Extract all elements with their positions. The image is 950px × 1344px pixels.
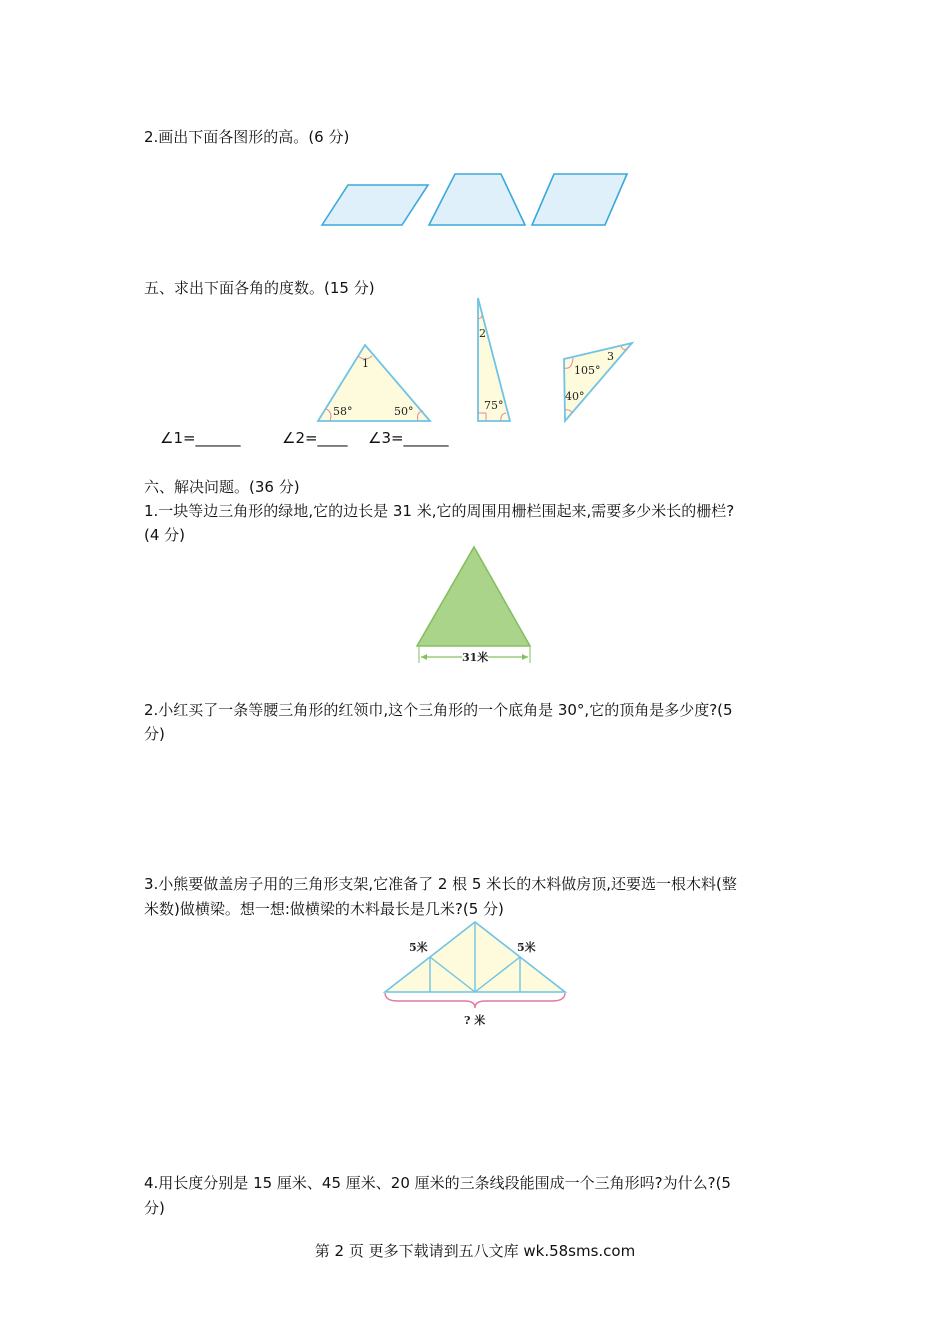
angle-40-label: 40° (565, 390, 585, 403)
angle-label-2: 2 (479, 327, 486, 340)
problem-2-line-2: 分) (144, 725, 165, 743)
angle-75-label: 75° (484, 399, 504, 412)
roof-truss-figure (380, 917, 570, 1033)
side-length-label: 31米 (462, 651, 489, 664)
angle-triangles-figure (314, 292, 638, 426)
answer-angle-3: ∠3=______ (368, 429, 449, 447)
trapezoid (429, 174, 525, 225)
parallelogram-2 (532, 174, 627, 225)
triangle-angle-1 (318, 345, 430, 421)
problem-3-line-1: 3.小熊要做盖房子用的三角形支架,它准备了 2 根 5 米长的木料做房顶,还要选一根木料(整 (144, 875, 737, 893)
left-beam-label: 5米 (409, 941, 428, 954)
problem-2-line-1: 2.小红买了一条等腰三角形的红领巾,这个三角形的一个底角是 30°,它的顶角是多少度?(5 (144, 701, 733, 719)
problem-3-line-2: 米数)做横梁。想一想:做横梁的木料最长是几米?(5 分) (144, 900, 504, 918)
problem-4-line-2: 分) (144, 1199, 165, 1217)
question-draw-heights: 2.画出下面各图形的高。(6 分) (144, 128, 350, 146)
angle-label-3: 3 (607, 350, 614, 363)
problem-4-line-1: 4.用长度分别是 15 厘米、45 厘米、20 厘米的三条线段能围成一个三角形吗?为什么?(5 (144, 1174, 731, 1192)
angle-105-label: 105° (574, 364, 601, 377)
section-five-heading: 五、求出下面各角的度数。(15 分) (144, 279, 375, 297)
angle-58-label: 58° (333, 405, 353, 418)
crossbeam-length-label: ? 米 (464, 1014, 486, 1027)
problem-1-line-1: 1.一块等边三角形的绿地,它的边长是 31 米,它的周围用栅栏围起来,需要多少米长的栅栏? (144, 502, 735, 520)
right-beam-label: 5米 (517, 941, 536, 954)
answer-angle-1: ∠1=______ (160, 429, 241, 447)
section-six-heading: 六、解决问题。(36 分) (144, 478, 300, 496)
angle-label-1: 1 (362, 357, 369, 370)
problem-1-line-2: (4 分) (144, 526, 186, 544)
equilateral-triangle-figure (412, 543, 538, 669)
page-footer: 第 2 页 更多下载请到五八文库 wk.58sms.com (314, 1242, 636, 1260)
angle-50-label: 50° (394, 405, 414, 418)
triangle-angle-2 (478, 298, 510, 421)
answer-angle-2: ∠2=____ (282, 429, 348, 447)
quadrilaterals-figure (318, 168, 634, 232)
parallelogram-1 (322, 185, 428, 225)
triangle-angle-3 (564, 343, 632, 421)
